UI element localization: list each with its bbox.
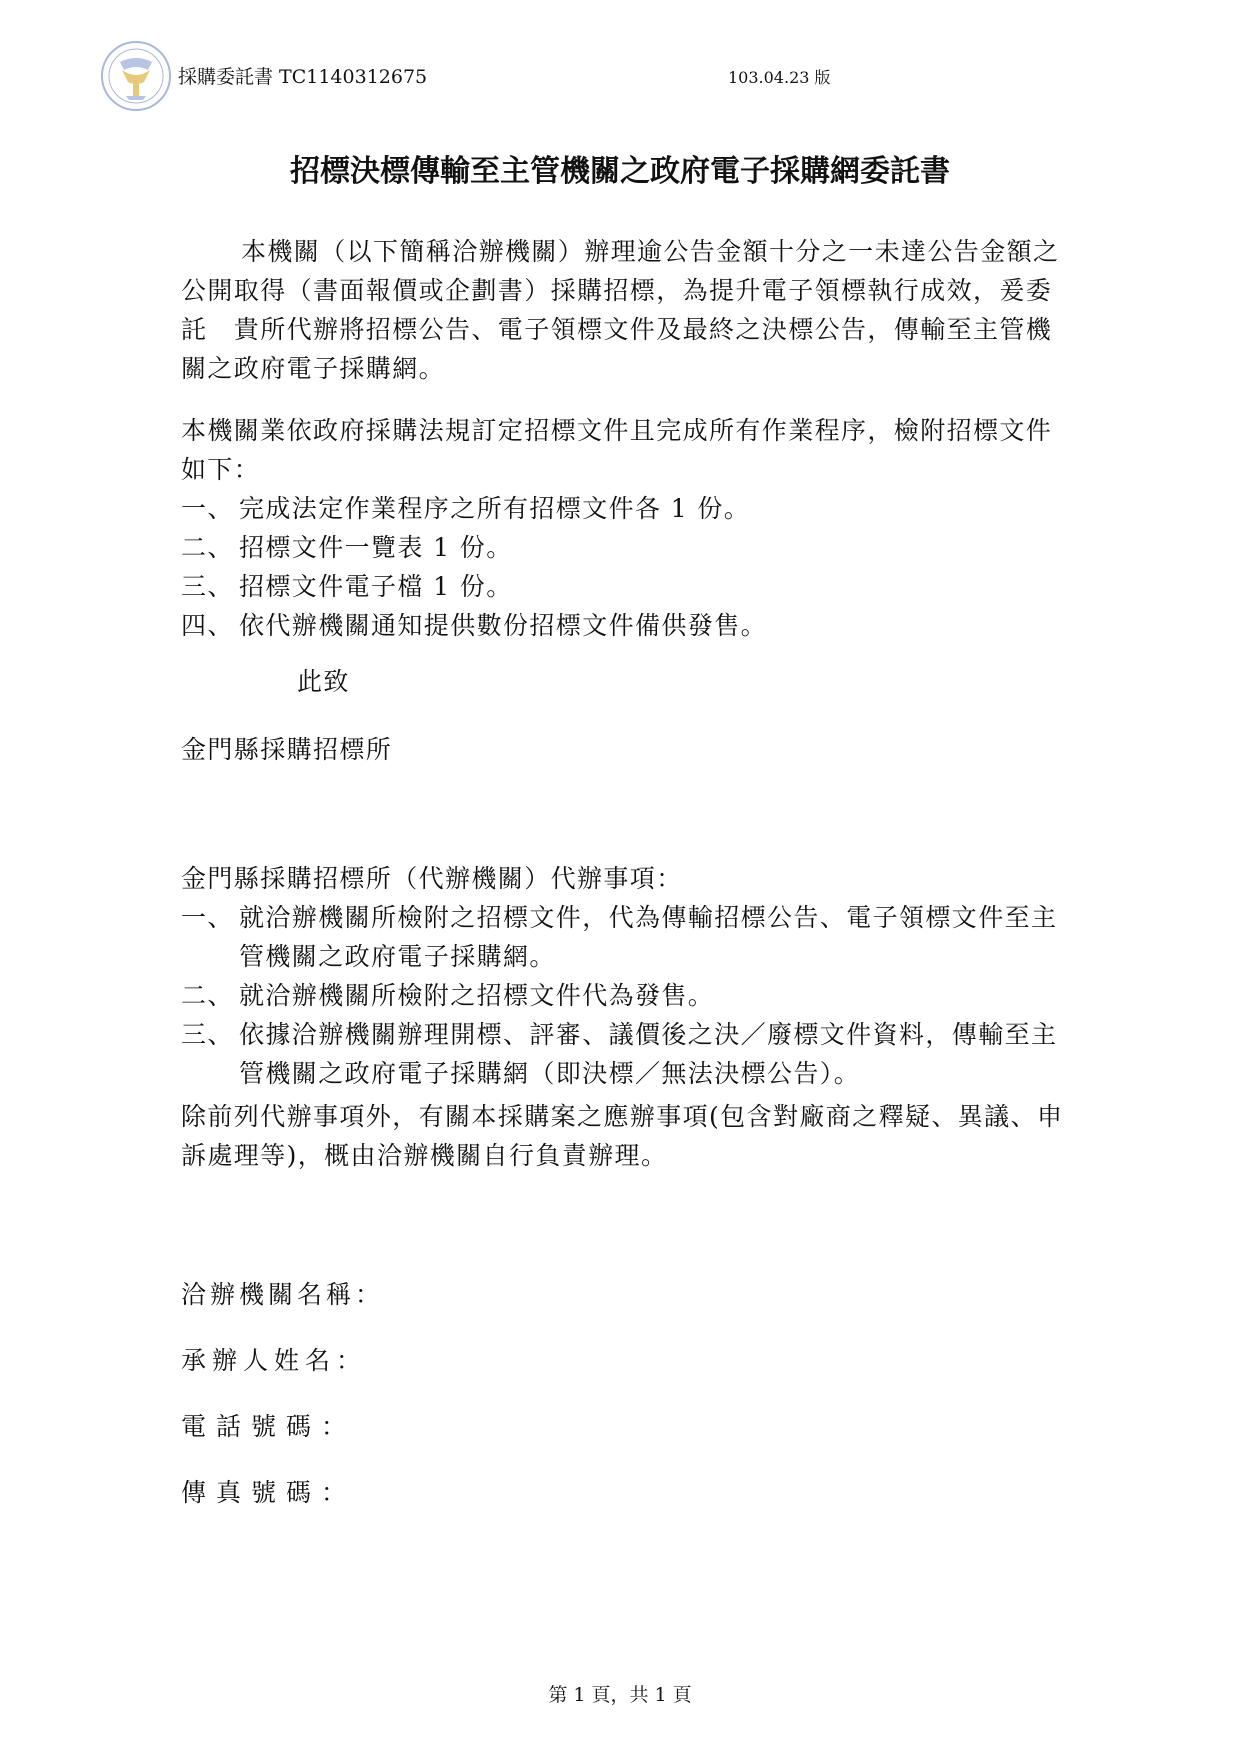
agent-note: 除前列代辦事項外，有關本採購案之應辦事項(包含對廠商之釋疑、異議、申訴處理等)，概由洽辦機關自行負責辦理。 (181, 1102, 1064, 1170)
government-procurement-seal-icon (100, 40, 172, 112)
list-number: 四、 (181, 611, 234, 640)
list-item (181, 898, 1071, 976)
page-number: 第 1 頁，共 1 頁 (548, 1684, 692, 1706)
list-number: 二、 (181, 981, 234, 1010)
list-number: 一、 (181, 903, 234, 932)
header-version: 103.04.23 版 (728, 68, 831, 87)
list-text: 依據洽辦機關辦理開標、評審、議價後之決／廢標文件資料，傳輸至主管機關之政府電子採購網（即決標／無法決標公告）。 (239, 1020, 1058, 1088)
salutation: 此致 (297, 667, 350, 696)
list-number: 三、 (181, 1020, 234, 1049)
attachment-lead: 本機關業依政府採購法規訂定招標文件且完成所有作業程序，檢附招標文件如下： (181, 416, 1053, 484)
recipient: 金門縣採購招標所 (181, 735, 393, 764)
list-number: 一、 (181, 494, 234, 523)
list-number: 三、 (181, 572, 234, 601)
list-item (181, 606, 1071, 645)
list-item (181, 1015, 1071, 1093)
phone-field: 電話號碼： (181, 1412, 357, 1441)
agency-name-field: 洽辦機關名稱： (181, 1280, 385, 1309)
agent-lead: 金門縣採購招標所（代辦機關）代辦事項： (181, 864, 683, 893)
list-item (181, 528, 1071, 567)
list-text: 依代辦機關通知提供數份招標文件備供發售。 (239, 611, 768, 640)
list-text: 就洽辦機關所檢附之招標文件代為發售。 (239, 981, 715, 1010)
list-item (181, 976, 1071, 1015)
list-text: 招標文件一覽表 1 份。 (239, 533, 513, 562)
agent-section (181, 859, 1071, 1175)
document-title: 招標決標傳輸至主管機關之政府電子採購網委託書 (290, 154, 950, 189)
list-number: 二、 (181, 533, 234, 562)
list-item (181, 567, 1071, 606)
list-text: 招標文件電子檔 1 份。 (239, 572, 513, 601)
fax-field: 傳真號碼： (181, 1478, 357, 1507)
list-text: 完成法定作業程序之所有招標文件各 1 份。 (239, 494, 751, 523)
list-item (181, 489, 1071, 528)
list-text: 就洽辦機關所檢附之招標文件，代為傳輸招標公告、電子領標文件至主管機關之政府電子採購網。 (239, 903, 1058, 971)
page-header (100, 40, 1140, 112)
attachment-section (181, 411, 1071, 645)
header-title: 採購委託書 TC1140312675 (178, 66, 428, 88)
intro-paragraph: 本機關（以下簡稱洽辦機關）辦理逾公告金額十分之一未達公告金額之公開取得（書面報價或企劃書）採購招標，為提升電子領標執行成效，爰委託 貴所代辦將招標公告、電子領標文件及最終之決標公告，傳輸至主管機關之政府電子採購網。 (181, 237, 1060, 383)
handler-name-field: 承辦人姓名： (181, 1346, 368, 1375)
